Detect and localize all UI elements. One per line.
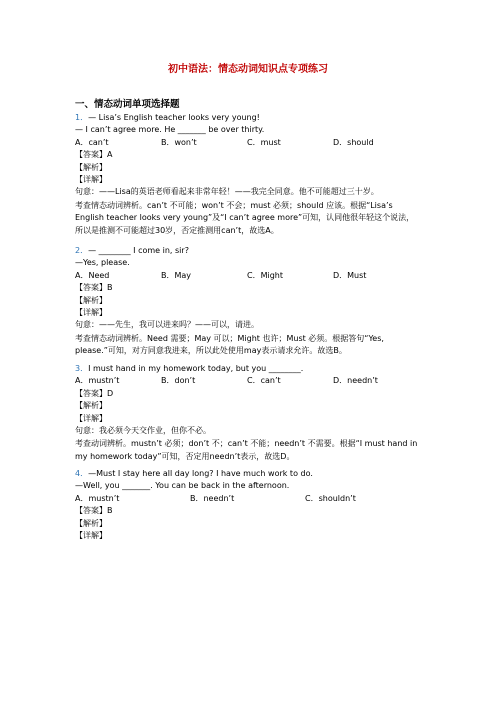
option-b: B．won’t <box>161 137 197 147</box>
answer-line: 【答案】B <box>75 283 113 293</box>
question-line: 1．— Lisa’s English teacher looks very young! <box>75 113 260 122</box>
question-line: 3．I must hand in my homework today, but you ________. <box>75 364 304 373</box>
question-line: 2．— ________ I come in, sir? <box>75 246 189 255</box>
translation-line: 句意：——先生，我可以进来吗？——可以，请进。 <box>75 320 259 330</box>
option-a: A．Need <box>75 270 110 280</box>
analysis-label: 【解析】 <box>75 518 107 528</box>
options-row <box>75 376 420 388</box>
question-line: —Yes, please. <box>75 258 130 268</box>
option-d: D．needn’t <box>333 376 378 386</box>
answer-line: 【答案】A <box>75 150 113 160</box>
question-2 <box>75 246 420 358</box>
answer-line: 【答案】B <box>75 506 113 516</box>
question-1 <box>75 113 420 237</box>
option-b: B．don’t <box>161 376 196 386</box>
translation-line: 句意：——Lisa的英语老师看起来非常年轻！——我完全同意。他不可能超过三十岁。 <box>75 187 379 197</box>
option-b: B．May <box>161 270 192 280</box>
option-c: C．shouldn’t <box>305 493 356 503</box>
detail-label: 【详解】 <box>75 307 107 317</box>
explanation-text: 考查情态动词辨析。Need 需要；May 可以；Might 也许；Must 必须。根据答句“Yes, please.”可知，对方同意我进来，所以此处使用may表示请求允许。故选B。 <box>75 333 384 356</box>
question-line: 4．—Must I stay here all day long? I have much work to do. <box>75 469 313 478</box>
translation-line: 句意：我必须今天交作业，但你不必。 <box>75 425 211 435</box>
analysis-label: 【解析】 <box>75 401 107 411</box>
question-line: —Well, you _______. You can be back in the afternoon. <box>75 481 290 491</box>
option-d: D．should <box>333 137 374 147</box>
detail-label: 【详解】 <box>75 413 107 423</box>
detail-label: 【详解】 <box>75 530 107 540</box>
question-3 <box>75 364 420 463</box>
analysis-label: 【解析】 <box>75 162 107 172</box>
question-number: 3 <box>75 364 81 373</box>
document-title: 初中语法：情态动词知识点专项练习 <box>168 64 328 75</box>
question-4 <box>75 469 420 543</box>
options-row <box>75 494 420 506</box>
answer-line: 【答案】D <box>75 388 114 398</box>
detail-label: 【详解】 <box>75 174 107 184</box>
option-d: D．Must <box>333 270 367 280</box>
option-a: A．can’t <box>75 137 109 147</box>
explanation-text: 考查情态动词辨析。can’t 不可能；won’t 不会；must 必须；should 应该。根据“Lisa’s English teacher looks very young”及“I can’t agree more”可知，认同他很年轻这个说法，所以是推测不可能超过30岁，否定推测用can’t，故选A。 <box>75 200 415 235</box>
option-c: C．Might <box>247 270 283 280</box>
option-a: A．mustn’t <box>75 376 120 386</box>
option-a: A．mustn’t <box>75 493 120 503</box>
question-number: 1 <box>75 113 81 122</box>
option-b: B．needn’t <box>190 493 235 503</box>
options-row <box>75 138 420 150</box>
option-c: C．can’t <box>247 376 281 386</box>
explanation-text: 考查动词辨析。mustn’t 必须；don’t 不；can’t 不能；needn’t 不需要。根据“I must hand in my homework today”可知，否定用needn’t表示，故选D。 <box>75 439 418 461</box>
analysis-label: 【解析】 <box>75 295 107 305</box>
question-number: 4 <box>75 469 81 478</box>
question-number: 2 <box>75 246 81 255</box>
options-row <box>75 271 420 283</box>
section-heading: 一、情态动词单项选择题 <box>75 99 180 110</box>
question-line: — I can’t agree more. He _______ be over thirty. <box>75 125 265 135</box>
option-c: C．must <box>247 137 281 147</box>
